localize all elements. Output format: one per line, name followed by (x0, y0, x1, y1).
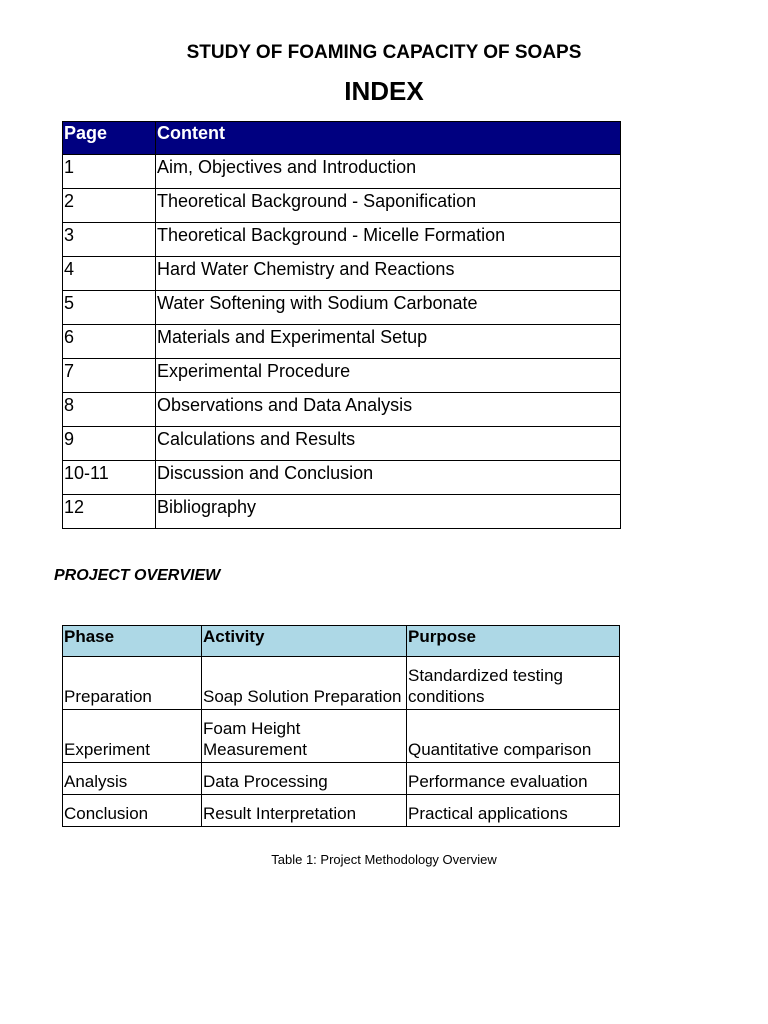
index-page-cell: 12 (63, 495, 156, 529)
overview-header-activity: Activity (202, 626, 407, 657)
index-page-cell: 5 (63, 291, 156, 325)
index-content-cell: Hard Water Chemistry and Reactions (156, 257, 621, 291)
table-row (63, 359, 621, 393)
index-page-cell: 4 (63, 257, 156, 291)
index-content-cell: Water Softening with Sodium Carbonate (156, 291, 621, 325)
index-page-cell: 10-11 (63, 461, 156, 495)
table-row (63, 155, 621, 189)
index-content-cell: Theoretical Background - Micelle Formation (156, 223, 621, 257)
table-row (63, 325, 621, 359)
activity-cell: Result Interpretation (202, 795, 407, 827)
index-header-page: Page (63, 122, 156, 155)
index-table-header-row (63, 122, 621, 155)
purpose-cell: Performance evaluation (407, 763, 620, 795)
index-page-cell: 7 (63, 359, 156, 393)
purpose-cell: Standardized testing conditions (407, 657, 620, 710)
phase-cell: Preparation (63, 657, 202, 710)
purpose-cell: Practical applications (407, 795, 620, 827)
table-caption: Table 1: Project Methodology Overview (271, 852, 497, 867)
index-page-cell: 8 (63, 393, 156, 427)
index-content-cell: Observations and Data Analysis (156, 393, 621, 427)
table-row (63, 257, 621, 291)
purpose-cell: Quantitative comparison (407, 710, 620, 763)
index-header-content: Content (156, 122, 621, 155)
activity-cell: Data Processing (202, 763, 407, 795)
index-content-cell: Discussion and Conclusion (156, 461, 621, 495)
table-row (63, 223, 621, 257)
index-page-cell: 6 (63, 325, 156, 359)
index-page-cell: 9 (63, 427, 156, 461)
table-row (63, 189, 621, 223)
index-content-cell: Bibliography (156, 495, 621, 529)
index-content-cell: Materials and Experimental Setup (156, 325, 621, 359)
table-row (63, 710, 620, 763)
index-table (62, 121, 621, 529)
index-content-cell: Experimental Procedure (156, 359, 621, 393)
table-row (63, 495, 621, 529)
index-content-cell: Aim, Objectives and Introduction (156, 155, 621, 189)
project-overview-heading: PROJECT OVERVIEW (54, 567, 221, 584)
overview-header-purpose: Purpose (407, 626, 620, 657)
overview-table-header-row (63, 626, 620, 657)
table-row (63, 427, 621, 461)
table-row (63, 291, 621, 325)
table-row (63, 461, 621, 495)
index-page-cell: 3 (63, 223, 156, 257)
phase-cell: Analysis (63, 763, 202, 795)
table-row (63, 763, 620, 795)
table-row (63, 657, 620, 710)
index-page-cell: 1 (63, 155, 156, 189)
project-overview-table (62, 625, 620, 827)
overview-header-phase: Phase (63, 626, 202, 657)
activity-cell: Soap Solution Preparation (202, 657, 407, 710)
phase-cell: Conclusion (63, 795, 202, 827)
index-content-cell: Calculations and Results (156, 427, 621, 461)
activity-cell: Foam Height Measurement (202, 710, 407, 763)
index-content-cell: Theoretical Background - Saponification (156, 189, 621, 223)
index-heading: INDEX (344, 76, 424, 106)
table-row (63, 795, 620, 827)
table-row (63, 393, 621, 427)
phase-cell: Experiment (63, 710, 202, 763)
document-title: STUDY OF FOAMING CAPACITY OF SOAPS (186, 42, 582, 63)
index-page-cell: 2 (63, 189, 156, 223)
